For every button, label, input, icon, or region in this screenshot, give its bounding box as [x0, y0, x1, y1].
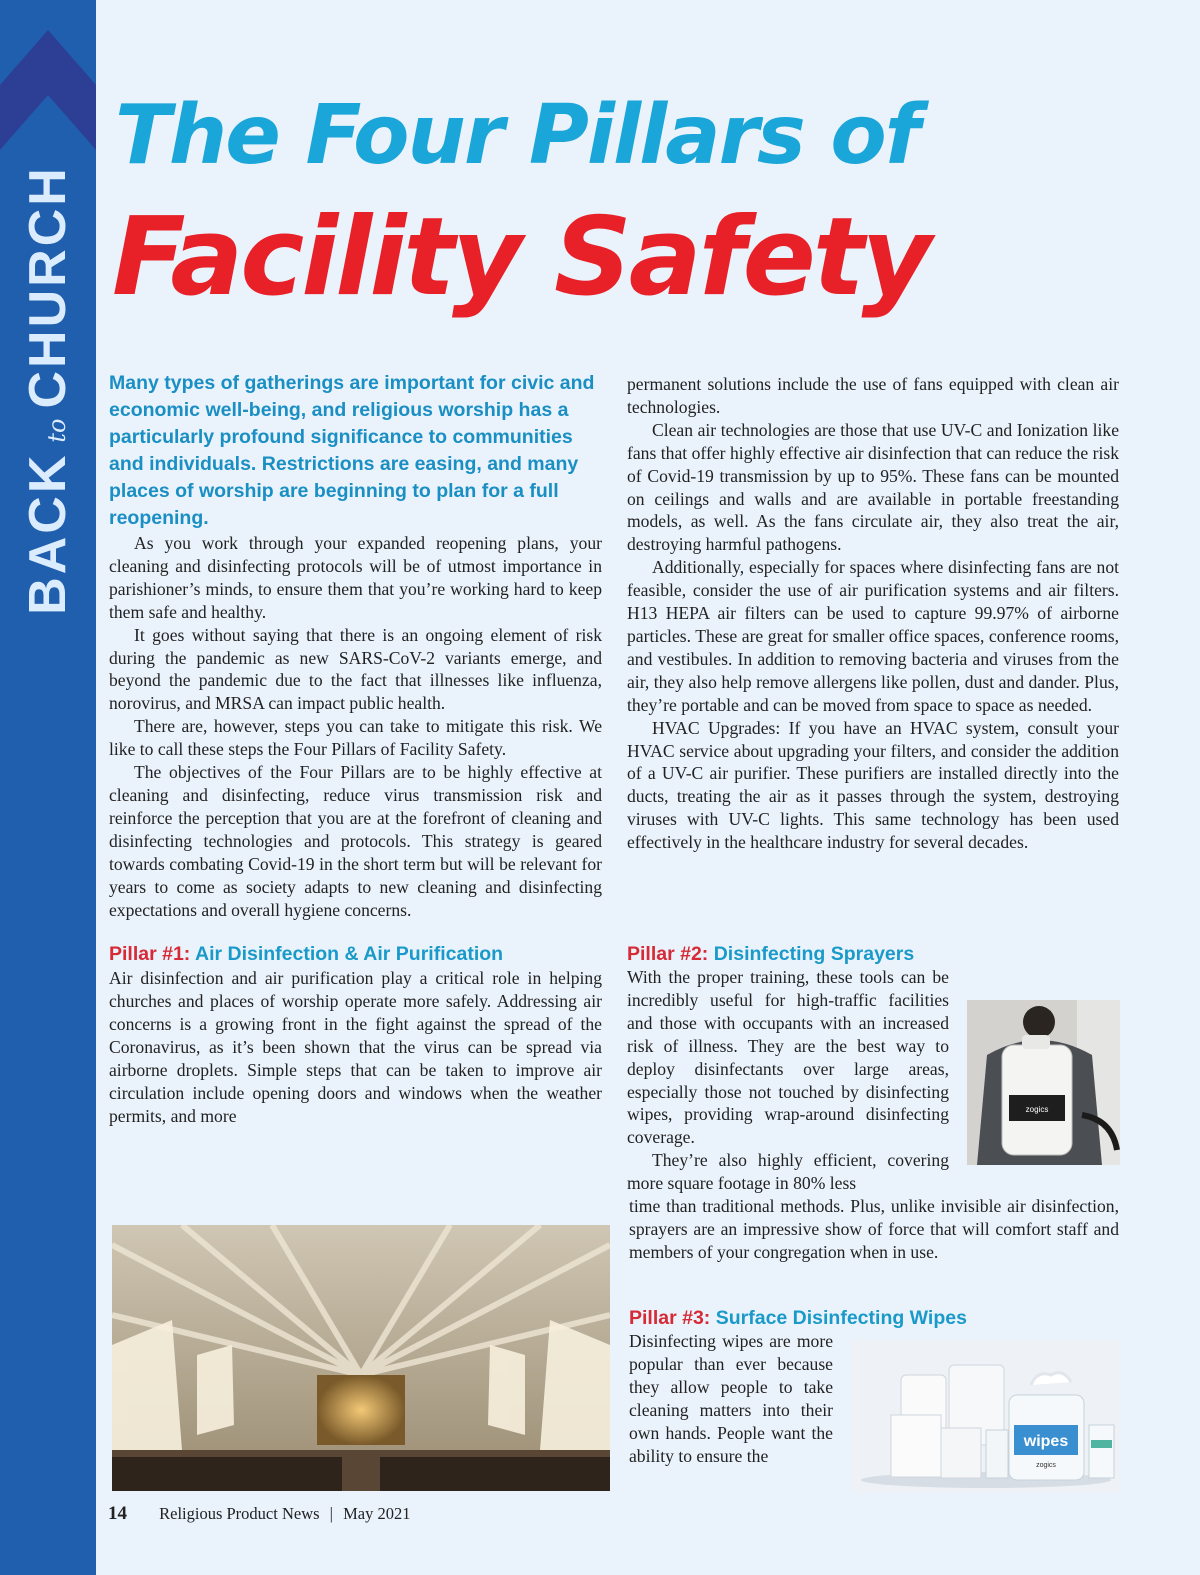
pillar-1-heading: Pillar #1: Air Disinfection & Air Purification [109, 943, 504, 966]
body-paragraph: Additionally, especially for spaces where disinfecting fans are not feasible, consider the use of air purification systems and air filters. H13 HEPA air filters can be used to capture 99.97% of airborne particles. These are great for smaller office spaces, conference rooms, and vestibules. In addition to removing bacteria and viruses from the air, they also help remove allergens like pollen, dust and dander. Plus, they’re portable and can be moved from space to space as needed. [627, 557, 1119, 715]
church-interior-photo [112, 1225, 610, 1491]
body-paragraph: With the proper training, these tools can be incredibly useful for high-traffic facilities and those with occupants with an increased risk of illness. They are the best way to deploy disinfectants over large areas, especially those not touched by disinfecting wipes, providing wrap-around disinfecting coverage. [627, 967, 949, 1148]
pillar-3-heading: Pillar #3: Surface Disinfecting Wipes [629, 1307, 967, 1329]
intro-paragraph: Many types of gatherings are important for civic and economic well-being, and religious worship has a particularly profound significance to communities and individuals. Restrictions are easing, and many places of worship are beginning to plan for a full reopening. [109, 372, 595, 529]
title-line-1: The Four Pillars of [115, 88, 919, 183]
footer-separator: | [329, 1504, 333, 1523]
page-number: 14 [108, 1503, 127, 1524]
pillar-2-heading: Pillar #2: Disinfecting Sprayers [627, 943, 915, 965]
page-footer [108, 1503, 410, 1525]
body-paragraph: It goes without saying that there is an ongoing element of risk during the pandemic as new SARS-CoV-2 variants emerge, and beyond the pandemic due to the fact that illnesses like influenza, norovirus, and MRSA can impact public health. [109, 624, 602, 714]
pillar-2-full-text [629, 1195, 1119, 1264]
body-paragraph: There are, however, steps you can take to mitigate this risk. We like to call these steps the Four Pillars of Facility Safety. [109, 716, 602, 760]
publication-name: Religious Product News [159, 1504, 320, 1523]
wipes-products-photo [851, 1340, 1120, 1493]
wipes-label-text: wipes [1023, 1433, 1069, 1450]
body-paragraph: Clean air technologies are those that use UV-C and Ionization like fans that offer highly effective air disinfection that can reduce the risk of Covid-19 transmission by up to 95%. These fans can be mounted on ceilings and walls and are available in portable freestanding models, as well. As the fans circulate air, they also treat the air, destroying harmful pathogens. [627, 419, 1119, 555]
sprayer-photo [967, 1000, 1120, 1165]
body-paragraph: HVAC Upgrades: If you have an HVAC system, consult your HVAC service about upgrading your filters, and consider the addition of a UV-C air purifier. These purifiers are installed directly into the ducts, treating the air as it passes through the system, destroying viruses with UV-C lights. This same technology has been used effectively in the healthcare industry for several decades. [627, 717, 1119, 853]
body-paragraph: Disinfecting wipes are more popular than ever because they allow people to take cleaning matters into their own hands. People want the ability to ensure the [629, 1331, 833, 1466]
sprayer-brand-text: zogics [1025, 1105, 1049, 1114]
left-column [109, 370, 602, 1128]
body-paragraph: They’re also highly efficient, covering more square footage in 80% less [627, 1150, 949, 1194]
title-line-2: Facility Safety [112, 195, 929, 320]
body-paragraph: The objectives of the Four Pillars are to be highly effective at cleaning and disinfecting, reduce virus transmission risk and reinforce the perception that you are at the forefront of cleaning and disinfecting technologies and protocols. This strategy is geared towards combating Covid-19 in the short term but will be relevant for years to come as society adapts to new cleaning and disinfecting expectations and overall hygiene concerns. [109, 762, 602, 920]
wipes-brand-text: zogics [1036, 1462, 1056, 1469]
body-paragraph: permanent solutions include the use of fans equipped with clean air technologies. [627, 374, 1119, 417]
right-column-top [627, 373, 1119, 854]
body-paragraph: time than traditional methods. Plus, unlike invisible air disinfection, sprayers are an impressive show of force that will comfort staff and members of your congregation when in use. [629, 1196, 1119, 1262]
pillar-3-wrap-text [629, 1330, 833, 1467]
chevron-up-icon [0, 0, 96, 150]
body-paragraph: As you work through your expanded reopening plans, your cleaning and disinfecting protocols will be of utmost importance in parishioner’s minds, to ensure them that you’re working hard to keep them safe and healthy. [109, 533, 602, 622]
pillar-2-wrap-text [627, 966, 949, 1195]
section-label: BACKtoCHURCH [19, 165, 77, 615]
body-paragraph: Air disinfection and air purification play a critical role in helping churches and places of worship operate more safely. Addressing air concerns is a growing front in the fight against the spread of the Coronavirus, as it’s been shown that the virus can be spread via airborne droplets. Simple steps that can be taken to improve air circulation include opening doors and windows when the weather permits, and more [109, 968, 602, 1126]
sidebar-band [0, 0, 96, 1575]
issue-date: May 2021 [343, 1504, 411, 1523]
